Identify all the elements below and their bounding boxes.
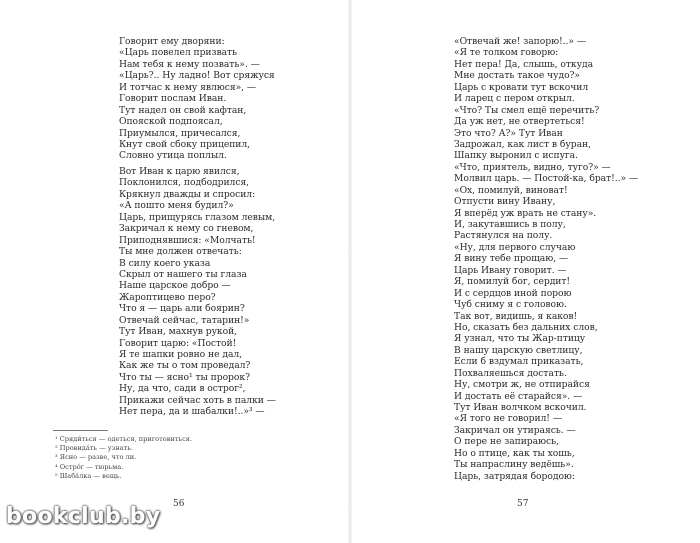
verse-line: Похваляешься достать. bbox=[454, 367, 567, 379]
verse-line: Отпусти вину Ивану, bbox=[454, 196, 556, 208]
page-number-right: 57 bbox=[517, 499, 529, 509]
footnote: ⁵ Шаба́лка — вещь. bbox=[55, 471, 122, 480]
verse-line: Царь Ивану говорит. — bbox=[454, 264, 567, 276]
verse-line: Скрыл от нашего ты глаза bbox=[119, 268, 247, 280]
left-stanza-1 bbox=[119, 36, 275, 162]
verse-line: Шапку выронил с испуга. bbox=[454, 150, 578, 162]
verse-line: Поклонился, подбодрился, bbox=[119, 177, 250, 189]
verse-line: «Я те толком говорю: bbox=[454, 47, 559, 59]
verse-line: Да уж нет, не отвертеться! bbox=[454, 116, 585, 128]
verse-line: Крякнул дважды и спросил: bbox=[119, 188, 256, 200]
verse-line: «Царь повелел призвать bbox=[119, 47, 237, 59]
verse-line: «Я того не говорил! — bbox=[454, 413, 562, 425]
verse-line: Что я — царь али боярин? bbox=[119, 303, 245, 315]
verse-line: Жароптицево перо? bbox=[119, 291, 216, 303]
verse-line: Говорит царю: «Постой! bbox=[119, 337, 237, 349]
verse-line: О пере не запираюсь, bbox=[454, 436, 559, 448]
verse-line: Говорит послам Иван. bbox=[119, 93, 227, 105]
verse-line: Так вот, видишь, я каков! bbox=[454, 310, 578, 322]
verse-line: В нашу царскую светлицу, bbox=[454, 344, 583, 356]
verse-line: Я вину тебе прощаю, — bbox=[454, 253, 569, 265]
footnote: ² Провида́ть — узнать. bbox=[55, 444, 133, 453]
watermark-logo: bookclub.by bbox=[6, 504, 161, 529]
right-verse bbox=[454, 36, 638, 482]
verse-line: Ну, смотри ж, не отпирайся bbox=[454, 379, 590, 391]
verse-line: Тут надел он свой кафтан, bbox=[119, 104, 247, 116]
verse-line: Нет пера, да и шабалки!..»³ — bbox=[119, 406, 265, 418]
footnote-divider bbox=[53, 430, 108, 431]
verse-line: Но, сказать без дальних слов, bbox=[454, 321, 598, 333]
verse-line: «Ох, помилуй, виноват! bbox=[454, 184, 568, 196]
verse-line: И с сердцов иной порою bbox=[454, 287, 572, 299]
verse-line: Закричал к нему со гневом, bbox=[119, 223, 254, 235]
verse-line: Я те шапки ровно не дал, bbox=[119, 349, 243, 360]
verse-line: Приумылся, причесался, bbox=[119, 127, 241, 139]
footnote: ³ Ясно — разве, что ли. bbox=[55, 453, 137, 462]
verse-line: Нет пера! Да, слышь, откуда bbox=[454, 58, 593, 70]
verse-line: И тотчас к нему явлюся», — bbox=[119, 81, 257, 93]
verse-line: Я, помилуй бог, сердит! bbox=[454, 276, 571, 288]
verse-line: Словно утица поплыл. bbox=[119, 150, 227, 162]
verse-line: И ларец с пером открыл. bbox=[454, 93, 575, 105]
verse-line: «Отвечай же! запорю!..» — bbox=[454, 36, 586, 47]
verse-line: Наше царское добро — bbox=[119, 280, 231, 292]
verse-line: И, закутавшись в полу, bbox=[454, 219, 566, 230]
verse-line: Тут Иван волчком вскочил. bbox=[454, 402, 587, 413]
verse-line: Кнут свой сбоку прицепил, bbox=[119, 138, 251, 150]
verse-line: Я узнал, что ты Жар-птицу bbox=[454, 333, 586, 345]
verse-line: «Ну, для первого случаю bbox=[454, 241, 576, 253]
verse-line: «Что, приятель, видно, туго?» — bbox=[454, 161, 611, 173]
verse-line: Царь с кровати тут вскочил bbox=[454, 81, 589, 93]
verse-line: В силу коего указа bbox=[119, 257, 211, 269]
verse-line: Молвил царь. — Постой-ка, брат!..» — bbox=[454, 173, 639, 185]
verse-line: «А пошто меня будил?» bbox=[119, 200, 234, 212]
verse-line: Мне достать такое чудо?» bbox=[454, 70, 580, 82]
verse-line: Если б вздумал приказать, bbox=[454, 356, 584, 368]
verse-line: Ты напраслину ведёшь». bbox=[454, 459, 574, 471]
verse-line: Но о птице, как ты хошь, bbox=[454, 447, 575, 459]
page-number-left: 56 bbox=[173, 499, 185, 509]
verse-line: Я вперёд уж врать не стану». bbox=[454, 207, 597, 219]
verse-line: Царь, затрядая бородою: bbox=[454, 470, 575, 482]
verse-line: «Царь?.. Ну ладно! Вот сряжуся bbox=[119, 70, 275, 82]
verse-line: Говорит ему дворяни: bbox=[119, 36, 225, 47]
verse-line: Царь, прищурясь глазом левым, bbox=[119, 211, 276, 223]
footnote: ¹ Сряди́ться — одеться, приготовиться. bbox=[55, 435, 193, 443]
verse-line: Это что? А?» Тут Иван bbox=[454, 127, 563, 139]
left-stanza-2 bbox=[119, 166, 276, 418]
verse-line: Задрожал, как лист в буран, bbox=[454, 138, 591, 150]
footnote: ⁴ Остро́г — тюрьма. bbox=[55, 462, 124, 471]
verse-line: Ну, да что, сади в острог², bbox=[119, 383, 246, 395]
verse-line: «Что? Ты смел ещё перечить? bbox=[454, 104, 600, 116]
verse-line: Как же ты о том проведал? bbox=[119, 360, 251, 372]
verse-line: И достать её старайся». — bbox=[454, 390, 583, 402]
verse-line: Чуб сниму я с головою. bbox=[454, 299, 567, 311]
verse-line: Закричал он утираясь. — bbox=[454, 424, 576, 436]
verse-line: Прикажи сейчас хоть в палки — bbox=[119, 394, 276, 406]
verse-line: Приподнявшися: «Молчать! bbox=[119, 234, 256, 246]
verse-line: Нам тебя к нему позвать». — bbox=[119, 58, 260, 70]
verse-line: Опояской подпоясал, bbox=[119, 116, 223, 128]
verse-line: Вот Иван к царю явился, bbox=[119, 166, 240, 177]
verse-line: Растянулся на полу. bbox=[454, 230, 553, 242]
book-spine bbox=[348, 0, 352, 543]
verse-line: Что ты — ясно¹ ты пророк? bbox=[119, 371, 250, 383]
verse-line: Ты мне должен отвечать: bbox=[119, 246, 242, 258]
verse-line: Тут Иван, махнув рукой, bbox=[119, 326, 238, 338]
verse-line: Отвечай сейчас, татарин!» bbox=[119, 314, 250, 326]
footnotes bbox=[55, 435, 192, 481]
